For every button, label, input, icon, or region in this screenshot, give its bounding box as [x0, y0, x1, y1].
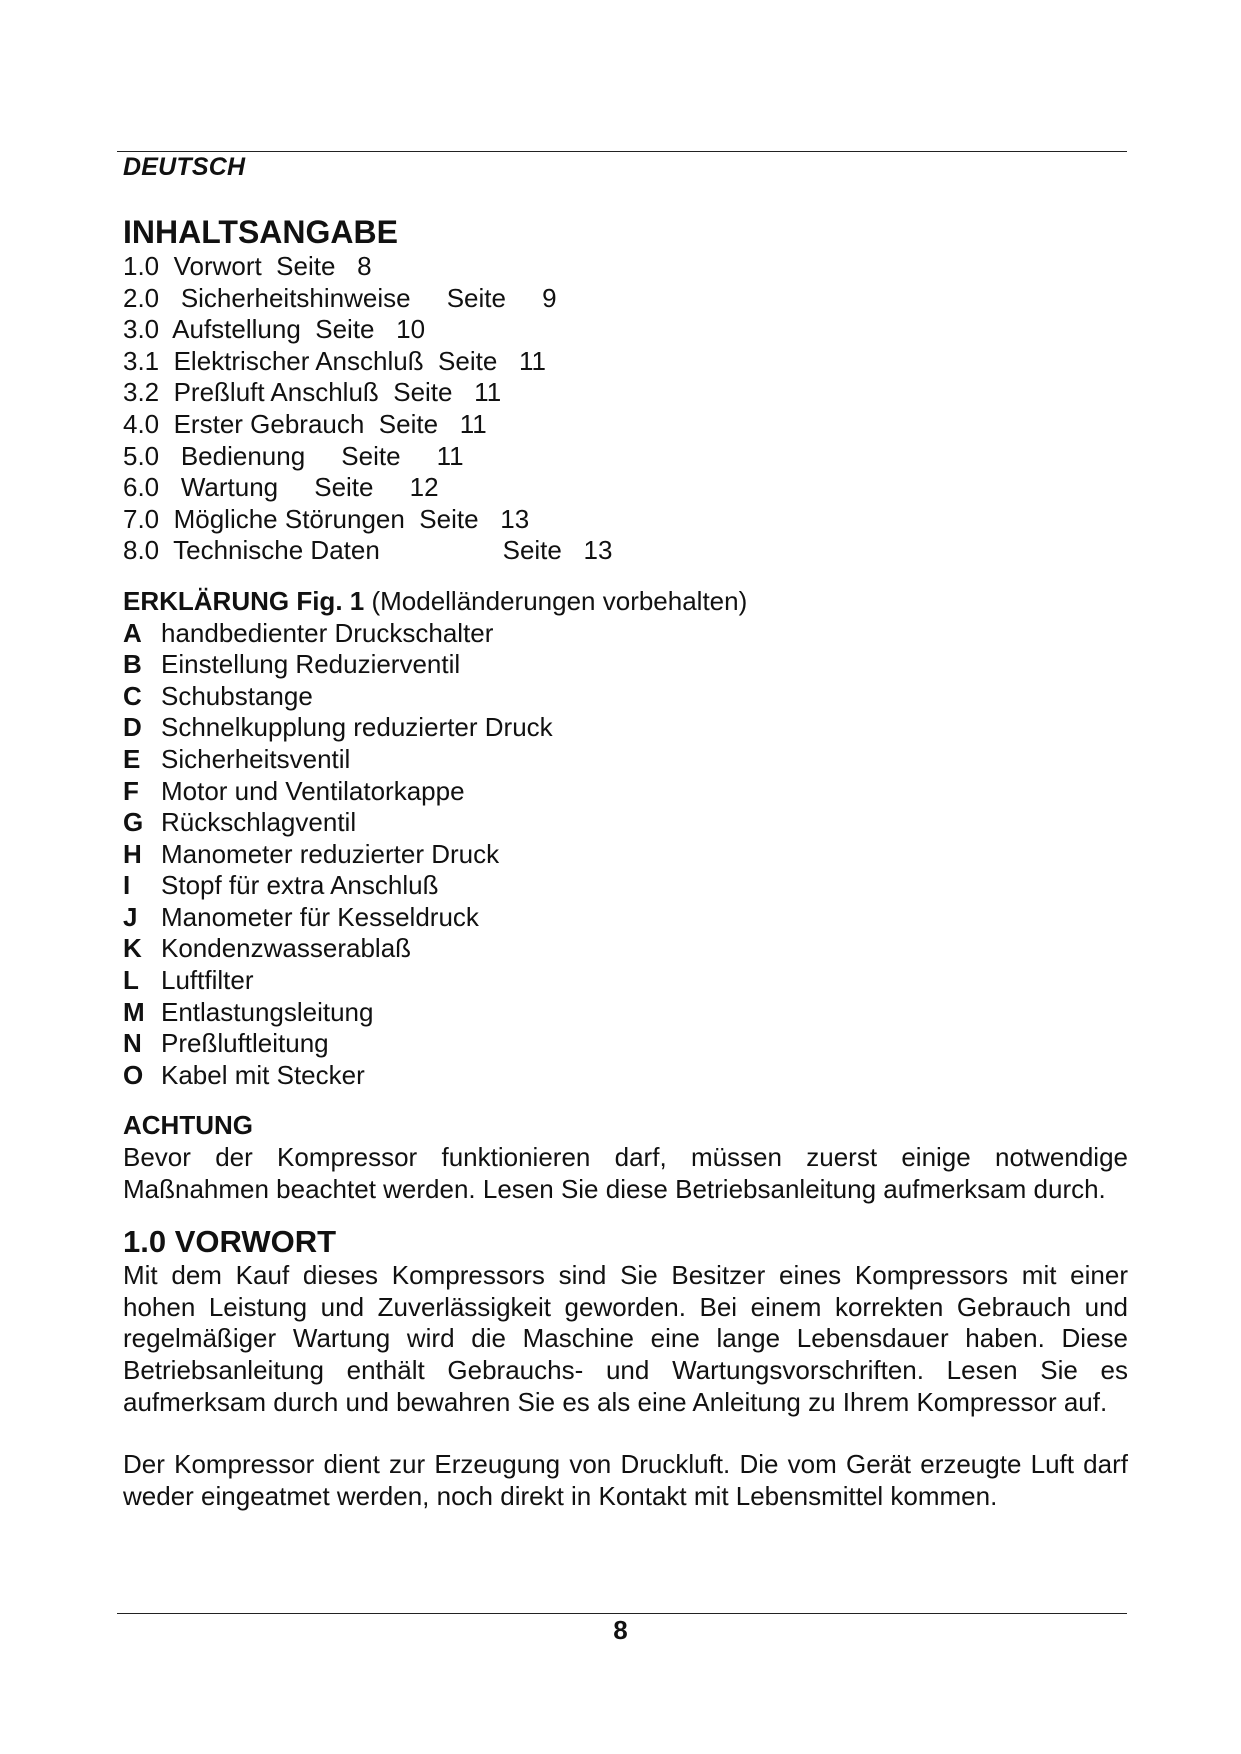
legend-text: Kondenzwasserablaß: [161, 933, 412, 964]
legend-item: [123, 776, 1128, 808]
legend-key: I: [123, 870, 131, 901]
toc-entry: 4.0 Erster Gebrauch Seite 11: [123, 408, 487, 439]
legend-text: Rückschlagventil: [161, 807, 357, 838]
legend-key: D: [123, 712, 142, 743]
legend-text: Stopf für extra Anschluß: [161, 870, 439, 901]
legend-item: [123, 681, 1128, 713]
legend-text: Preßluftleitung: [161, 1028, 329, 1059]
toc-entry: 2.0 Sicherheitshinweise Seite 9: [123, 282, 557, 313]
page-number: 8: [613, 1615, 628, 1645]
legend-key: A: [123, 617, 142, 648]
legend-item: [123, 902, 1128, 934]
legend-item: [123, 965, 1128, 997]
toc-entry: 1.0 Vorwort Seite 8: [123, 251, 372, 281]
legend-key: N: [123, 1028, 142, 1059]
toc-entry: 3.2 Preßluft Anschluß Seite 11: [123, 377, 502, 408]
legend-title-bold: ERKLÄRUNG Fig. 1: [123, 585, 365, 616]
legend-key: C: [123, 680, 142, 711]
legend-key: F: [123, 775, 139, 806]
language-label: DEUTSCH: [123, 153, 246, 181]
legend-item: [123, 618, 1128, 650]
legend-text: Einstellung Reduzierventil: [161, 649, 461, 680]
legend-item: [123, 807, 1128, 839]
legend-key: G: [123, 807, 144, 838]
legend-item: [123, 1028, 1128, 1060]
toc-entry: 3.1 Elektrischer Anschluß Seite 11: [123, 345, 546, 376]
legend-item: [123, 997, 1128, 1029]
legend-title-note: (Modelländerungen vorbehalten): [364, 585, 748, 616]
legend-text: Entlastungsleitung: [161, 996, 374, 1027]
legend-text: Sicherheitsventil: [161, 743, 351, 774]
table-of-contents: [123, 251, 1128, 567]
page-content: [123, 213, 1128, 1512]
section-paragraph: Der Kompressor dient zur Erzeugung von Druckluft. Die vom Gerät erzeugte Luft darf weder eingeatmet werden, noch direkt in Kontakt mit Lebensmittel kommen.: [123, 1449, 1128, 1511]
footer-rule: [117, 1613, 1127, 1614]
legend-key: M: [123, 996, 145, 1027]
legend-item: [123, 744, 1128, 776]
legend-key: J: [123, 901, 138, 932]
legend-text: Motor und Ventilatorkappe: [161, 775, 465, 806]
legend-key: H: [123, 838, 142, 869]
legend-item: [123, 839, 1128, 871]
legend-item: [123, 712, 1128, 744]
toc-entry: 6.0 Wartung Seite 12: [123, 472, 439, 503]
legend-text: Luftfilter: [161, 965, 254, 996]
section-paragraph: Mit dem Kauf dieses Kompressors sind Sie Besitzer eines Kompressors mit einer hohen Leistung und Zuverlässigkeit geworden. Bei einem korrekten Gebrauch und regelmäßiger Wartung wird die Maschine eine lange Lebensdauer haben. Diese Betriebsanleitung enthält Gebrauchs- und Wartungsvorschriften. Lesen Sie es aufmerksam durch und bewahren Sie es als eine Anleitung zu Ihrem Kompressor auf.: [123, 1260, 1128, 1417]
warning-text: Bevor der Kompressor funktionieren darf, müssen zuerst einige notwendige Maßnahmen beachtet werden. Lesen Sie diese Betriebsanleitung aufmerksam durch.: [123, 1142, 1128, 1204]
legend-item: [123, 649, 1128, 681]
legend-key: O: [123, 1059, 144, 1090]
legend-item: [123, 1060, 1128, 1092]
section-title: 1.0 VORWORT: [123, 1224, 337, 1260]
toc-title: INHALTSANGABE: [123, 214, 398, 250]
legend-key: B: [123, 649, 142, 680]
toc-entry: 7.0 Mögliche Störungen Seite 13: [123, 503, 530, 534]
legend-item: [123, 933, 1128, 965]
legend-text: Manometer reduzierter Druck: [161, 838, 500, 869]
legend-text: Schnelkupplung reduzierter Druck: [161, 712, 553, 743]
legend-text: Schubstange: [161, 680, 313, 711]
toc-entry: 8.0 Technische Daten Seite 13: [123, 535, 613, 566]
header-rule: [117, 151, 1127, 152]
legend-text: Manometer für Kesseldruck: [161, 901, 479, 932]
toc-entry: 3.0 Aufstellung Seite 10: [123, 314, 426, 345]
legend-key: L: [123, 965, 139, 996]
legend-key: K: [123, 933, 142, 964]
warning-title: ACHTUNG: [123, 1110, 253, 1141]
figure-legend: [123, 618, 1128, 1092]
legend-key: E: [123, 743, 141, 774]
legend-text: Kabel mit Stecker: [161, 1059, 365, 1090]
legend-text: handbedienter Druckschalter: [161, 617, 494, 648]
legend-title: [123, 586, 1128, 618]
legend-item: [123, 870, 1128, 902]
toc-entry: 5.0 Bedienung Seite 11: [123, 440, 464, 471]
